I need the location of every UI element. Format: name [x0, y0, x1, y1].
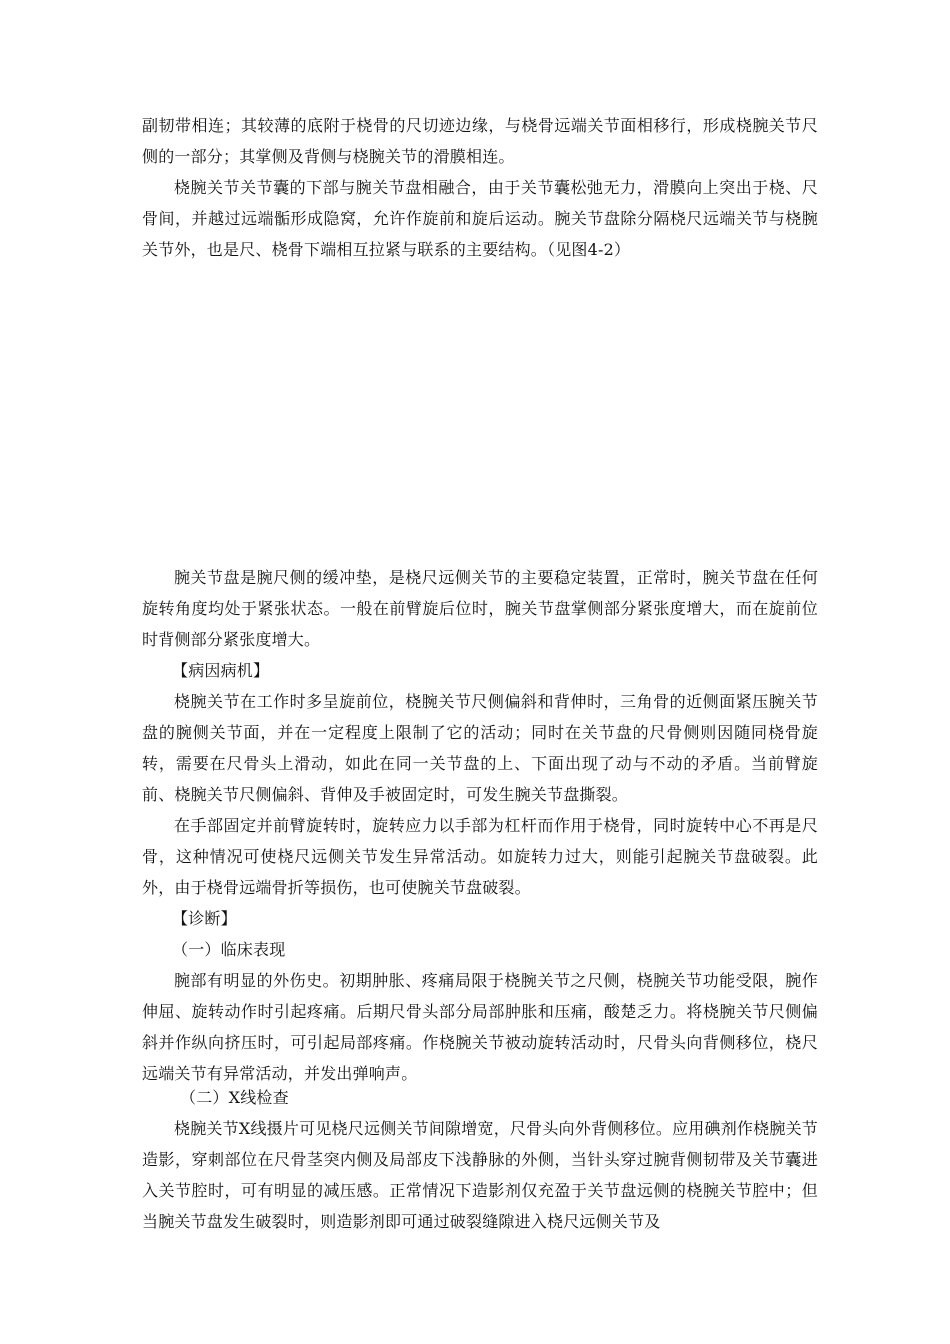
paragraph-etiology-2: 在手部固定并前臂旋转时，旋转应力以手部为杠杆而作用于桡骨，同时旋转中心不再是尺骨，这种情况可使桡尺远侧关节发生异常活动。如旋转力过大，则能引起腕关节盘破裂。此外，由于桡骨远端骨折等损伤，也可使腕关节盘破裂。 — [142, 816, 818, 897]
paragraph-clinical-findings: 腕部有明显的外伤史。初期肿胀、疼痛局限于桡腕关节之尺侧，桡腕关节功能受限，腕作伸屈、旋转动作时引起疼痛。后期尺骨头部分局部肿胀和压痛，酸楚乏力。将桡腕关节尺侧偏斜并作纵向挤压时，可引起局部疼痛。作桡腕关节被动旋转活动时，尺骨头向背侧移位，桡尺远端关节有异常活动，并发出弹响声。 — [142, 971, 818, 1083]
paragraph-etiology-1: 桡腕关节在工作时多呈旋前位，桡腕关节尺侧偏斜和背伸时，三角骨的近侧面紧压腕关节盘的腕侧关节面，并在一定程度上限制了它的活动；同时在关节盘的尺骨侧则因随同桡骨旋转，需要在尺骨头上滑动，如此在同一关节盘的上、下面出现了动与不动的矛盾。当前臂旋前、桡腕关节尺侧偏斜、背伸及手被固定时，可发生腕关节盘撕裂。 — [142, 692, 818, 804]
heading-etiology: 【病因病机】 — [172, 661, 270, 680]
heading-xray: （二）X线检查 — [180, 1088, 289, 1107]
paragraph-articular-disc: 腕关节盘是腕尺侧的缓冲垫，是桡尺远侧关节的主要稳定装置，正常时，腕关节盘在任何旋转角度均处于紧张状态。一般在前臂旋后位时，腕关节盘掌侧部分紧张度增大，而在旋前位时背侧部分紧张度增大。 — [142, 568, 818, 649]
heading-clinical-findings: （一）临床表现 — [172, 940, 286, 959]
paragraph-joint-capsule: 桡腕关节关节囊的下部与腕关节盘相融合，由于关节囊松弛无力，滑膜向上突出于桡、尺骨间，并越过远端骺形成隐窝，允许作旋前和旋后运动。腕关节盘除分隔桡尺远端关节与桡腕关节外，也是尺、桡骨下端相互拉紧与联系的主要结构。（见图4-2） — [142, 178, 818, 259]
heading-diagnosis: 【诊断】 — [172, 909, 237, 928]
paragraph-ligament: 副韧带相连；其较薄的底附于桡骨的尺切迹边缘，与桡骨远端关节面相移行，形成桡腕关节尺侧的一部分；其掌侧及背侧与桡腕关节的滑膜相连。 — [142, 116, 818, 166]
paragraph-xray: 桡腕关节X线摄片可见桡尺远侧关节间隙增宽，尺骨头向外背侧移位。应用碘剂作桡腕关节造影，穿刺部位在尺骨茎突内侧及局部皮下浅静脉的外侧，当针头穿过腕背侧韧带及关节囊进入关节腔时，可有明显的减压感。正常情况下造影剂仅充盈于关节盘远侧的桡腕关节腔中；但当腕关节盘发生破裂时，则造影剂即可通过破裂缝隙进入桡尺远侧关节及 — [142, 1119, 818, 1231]
figure-placeholder — [142, 260, 818, 560]
